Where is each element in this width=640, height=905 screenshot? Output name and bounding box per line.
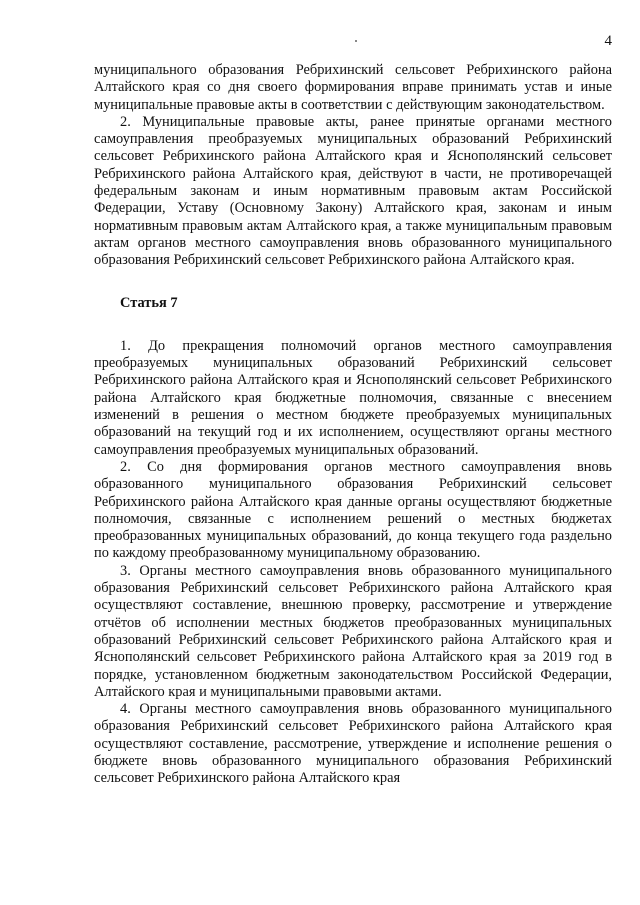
article-paragraph-1: 1. До прекращения полномочий органов местного самоуправления преобразуемых муниципальных образований Ребрихинский сельсовет Ребрихинского района Алтайского края и Яснополянский сельсовет Ребрихинского района Алтайского края бюджетные полномочия, связанные с внесением изменений в решения о местном бюджете преобразуемых муниципальных образований на текущий год и их исполнением, осуществляют органы местного самоуправления преобразуемых муниципальных образований. — [94, 337, 612, 458]
article-paragraph-3: 3. Органы местного самоуправления вновь образованного муниципального образования Ребрихинский сельсовет Ребрихинского района Алтайского края осуществляют составление, внешнюю проверку, рассмотрение и утверждение отчётов об исполнении местных бюджетов преобразованных муниципальных образований Ребрихинский сельсовет Ребрихинского района Алтайского края и Яснополянский сельсовет Ребрихинского района Алтайского края за 2019 год в порядке, установленном бюджетным законодательством Российской Федерации, Алтайского края и муниципальными правовыми актами. — [94, 562, 612, 700]
scan-speck — [355, 40, 357, 42]
page-number: 4 — [604, 33, 612, 49]
article-paragraph-4: 4. Органы местного самоуправления вновь образованного муниципального образования Ребрихинский сельсовет Ребрихинского района Алтайского края осуществляют составление, рассмотрение, утверждение и исполнение решения о бюджете вновь образованного муниципального образования Ребрихинский сельсовет Ребрихинского района Алтайского края — [94, 701, 612, 787]
article-paragraph-2: 2. Со дня формирования органов местного самоуправления вновь образованного муниципального образования Ребрихинский сельсовет Ребрихинского района Алтайского края данные органы осуществляют бюджетные полномочия, связанные с исполнением решений о местных бюджетах преобразованных муниципальных образований, до конца текущего года раздельно по каждому преобразованному муниципальному образованию. — [94, 458, 612, 562]
article-title: Статья 7 — [120, 294, 178, 311]
paragraph-2: 2. Муниципальные правовые акты, ранее принятые органами местного самоуправления преобразуемых муниципальных образований Ребрихинский сельсовет Ребрихинского района Алтайского края и Яснополянский сельсовет Ребрихинского района Алтайского края, действуют в части, не противоречащей федеральным законам и иным нормативным правовым актам Российской Федерации, Уставу (Основному Закону) Алтайского края, законам и иным нормативным правовым актам Алтайского края, а также муниципальным правовым актам органов местного самоуправления вновь образованного муниципального образования Ребрихинский сельсовет Ребрихинского района Алтайского края. — [94, 113, 612, 269]
intro-paragraph: муниципального образования Ребрихинский сельсовет Ребрихинского района Алтайского края со дня своего формирования вправе принимать устав и иные муниципальные правовые акты в соответствии с действующим законодательством. — [94, 62, 612, 113]
